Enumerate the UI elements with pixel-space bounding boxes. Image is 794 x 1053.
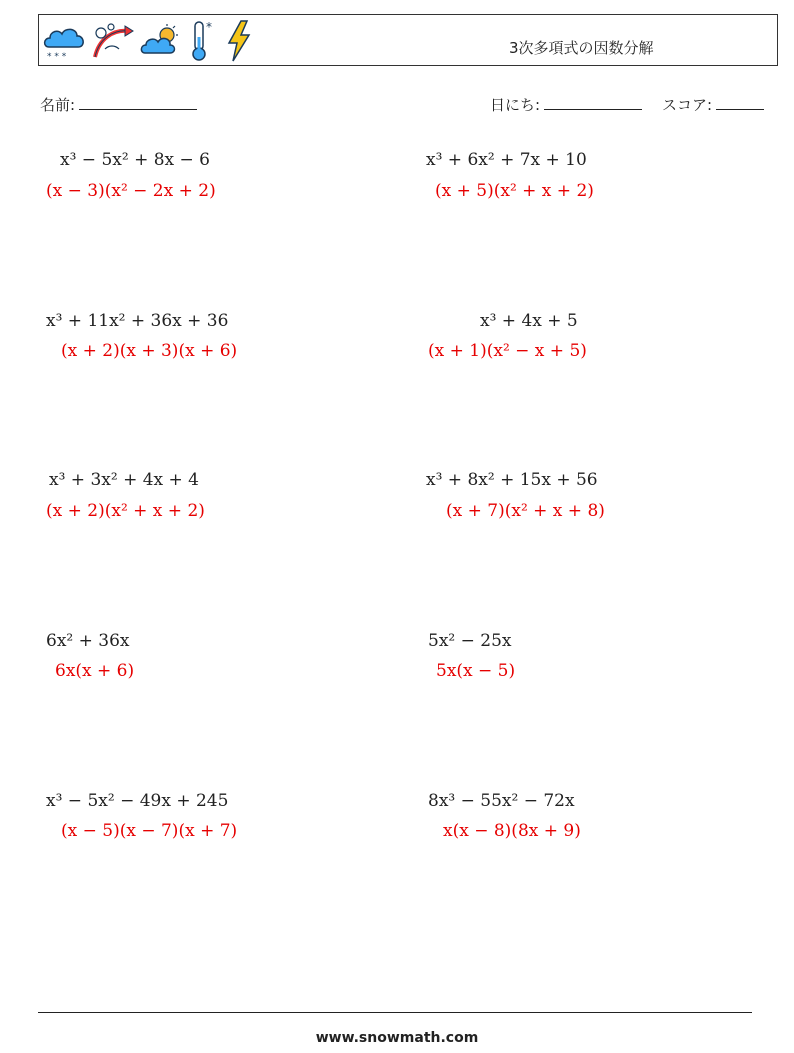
problem-7-question: 6x² + 36x (46, 631, 130, 651)
date-blank[interactable] (544, 95, 642, 110)
problem-5-answer: (x + 2)(x² + x + 2) (46, 501, 205, 521)
problem-1-answer: (x − 3)(x² − 2x + 2) (46, 181, 216, 201)
sun-cloud-icon (139, 21, 183, 61)
header-box (38, 14, 778, 66)
problem-10-answer: x(x − 8)(8x + 9) (443, 821, 581, 841)
problem-8-question: 5x² − 25x (428, 631, 512, 651)
problem-7-answer: 6x(x + 6) (55, 661, 135, 681)
score-field (662, 94, 764, 115)
name-field (40, 94, 197, 115)
name-label: 名前: (40, 96, 76, 114)
weather-icons (41, 19, 253, 63)
problem-9-question: x³ − 5x² − 49x + 245 (46, 791, 229, 811)
problem-2-question: x³ + 6x² + 7x + 10 (426, 150, 587, 170)
problem-8-answer: 5x(x − 5) (436, 661, 516, 681)
problem-3-question: x³ + 11x² + 36x + 36 (46, 311, 229, 331)
score-blank[interactable] (716, 95, 764, 110)
problem-1-question: x³ − 5x² + 8x − 6 (60, 150, 210, 170)
problem-10-question: 8x³ − 55x² − 72x (428, 791, 575, 811)
footer-site: www.snowmath.com (315, 1030, 479, 1046)
svg-text:*: * (206, 20, 212, 34)
svg-text:* * *: * * * (47, 52, 67, 61)
problem-6-question: x³ + 8x² + 15x + 56 (426, 470, 598, 490)
date-label: 日にち: (490, 96, 541, 114)
problem-9-answer: (x − 5)(x − 7)(x + 7) (61, 821, 238, 841)
name-blank[interactable] (79, 95, 197, 110)
wind-icon (91, 21, 135, 61)
thermometer-cold-icon (187, 19, 219, 63)
problem-5-question: x³ + 3x² + 4x + 4 (49, 470, 199, 490)
problem-4-question: x³ + 4x + 5 (480, 311, 578, 331)
lightning-icon (223, 19, 253, 63)
problem-2-answer: (x + 5)(x² + x + 2) (435, 181, 594, 201)
problem-3-answer: (x + 2)(x + 3)(x + 6) (61, 341, 238, 361)
score-label: スコア: (662, 96, 713, 114)
footer-divider (38, 1012, 752, 1013)
date-field (490, 94, 642, 115)
problem-4-answer: (x + 1)(x² − x + 5) (428, 341, 587, 361)
snow-cloud-icon (41, 21, 87, 61)
problem-6-answer: (x + 7)(x² + x + 8) (446, 501, 605, 521)
worksheet-title: 3次多項式の因数分解 (509, 39, 654, 57)
